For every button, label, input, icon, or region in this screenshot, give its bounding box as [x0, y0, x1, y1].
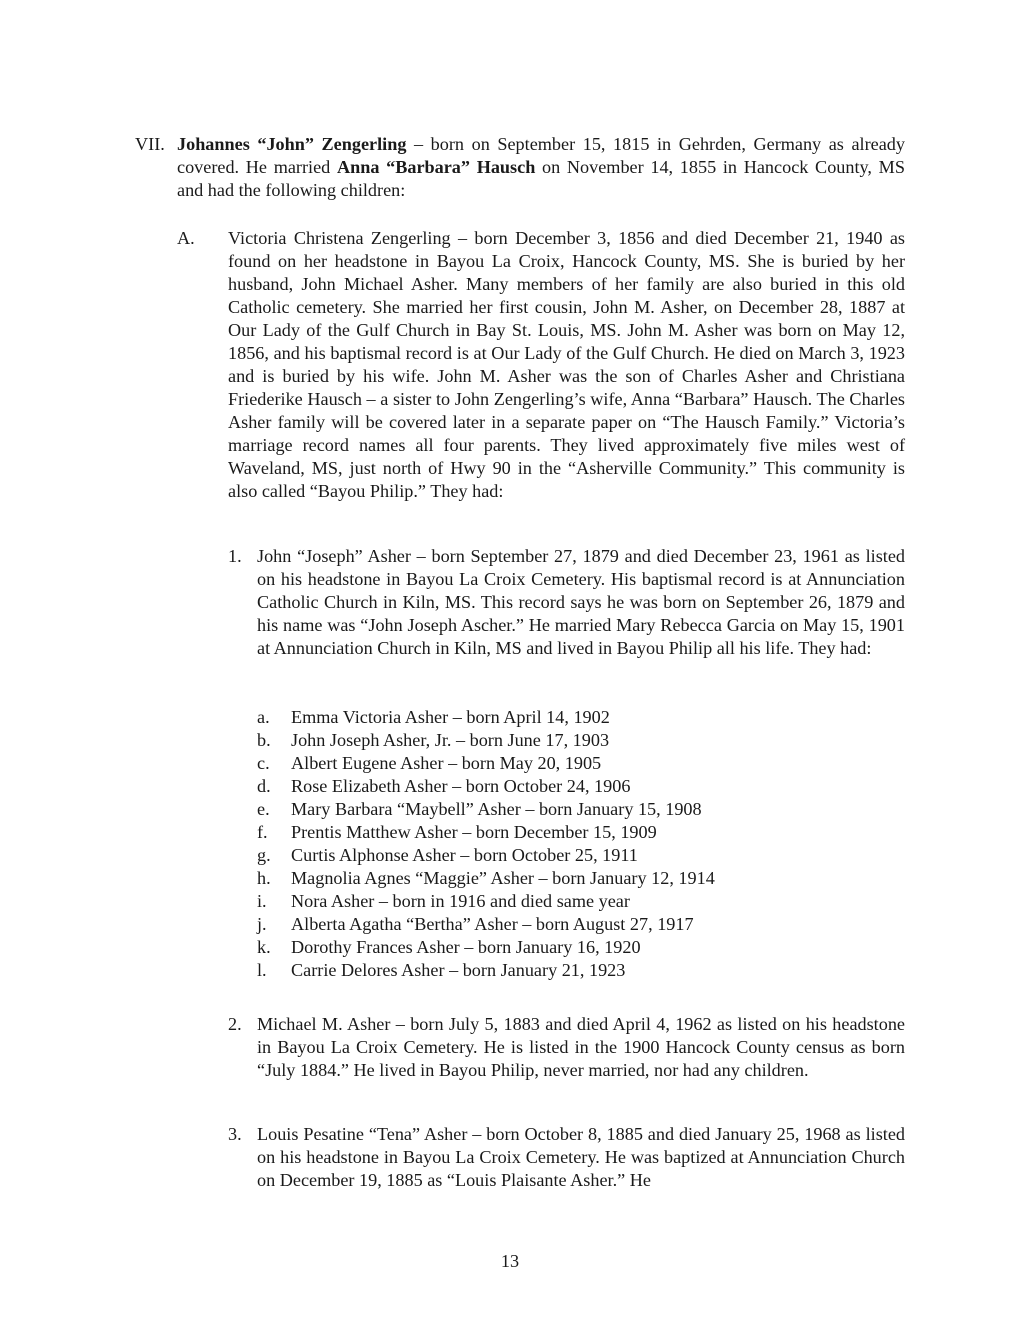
- list-text: Albert Eugene Asher – born May 20, 1905: [291, 753, 602, 773]
- list-letter: a.: [257, 707, 270, 727]
- list-letter: d.: [257, 776, 271, 796]
- page-number: 13: [500, 1251, 520, 1271]
- list-text: Magnolia Agnes “Maggie” Asher – born January 12, 1914: [291, 868, 715, 888]
- list-letter: k.: [257, 937, 271, 957]
- list-text: Carrie Delores Asher – born January 21, 1923: [291, 960, 626, 980]
- list-letter: f.: [257, 822, 268, 842]
- list-letter: c.: [257, 753, 270, 773]
- person-name: Johannes “John” Zengerling: [177, 134, 407, 154]
- list-text: Rose Elizabeth Asher – born October 24, 1906: [291, 776, 631, 796]
- child-number: 1.: [228, 546, 242, 566]
- child-entry-2: [228, 1013, 905, 1082]
- section-text-1: – born on September 15, 1815 in Gehrden, Germany as already covered. He married: [177, 134, 905, 177]
- list-letter: l.: [257, 960, 267, 980]
- list-letter: g.: [257, 845, 271, 865]
- section-vii: [135, 133, 905, 202]
- child-entry-1: [228, 545, 905, 660]
- list-text: Prentis Matthew Asher – born December 15, 1909: [291, 822, 657, 842]
- child-number: 2.: [228, 1014, 242, 1034]
- subsection-a: [177, 227, 905, 503]
- list-text: Mary Barbara “Maybell” Asher – born January 15, 1908: [291, 799, 702, 819]
- list-text: Curtis Alphonse Asher – born October 25, 1911: [291, 845, 638, 865]
- child-paragraph: Michael M. Asher – born July 5, 1883 and died April 4, 1962 as listed on his headstone in Bayou La Croix Cemetery. He is listed in the 1900 Hancock County census as born “July 1884.” He lived in Bayou Philip, never married, nor had any children.: [257, 1014, 905, 1080]
- list-letter: e.: [257, 799, 270, 819]
- list-text: John Joseph Asher, Jr. – born June 17, 1903: [291, 730, 610, 750]
- subsection-letter: A.: [177, 228, 195, 248]
- list-text: Emma Victoria Asher – born April 14, 1902: [291, 707, 610, 727]
- list-text: Alberta Agatha “Bertha” Asher – born August 27, 1917: [291, 914, 694, 934]
- list-letter: b.: [257, 730, 271, 750]
- child-paragraph: John “Joseph” Asher – born September 27, 1879 and died December 23, 1961 as listed on his headstone in Bayou La Croix Cemetery. His baptismal record is at Annunciation Catholic Church in Kiln, MS. This record says he was born on September 26, 1879 and his name was “John Joseph Ascher.” He married Mary Rebecca Garcia on May 15, 1901 at Annunciation Church in Kiln, MS and lived in Bayou Philip all his life. They had:: [257, 546, 905, 658]
- subsection-paragraph: Victoria Christena Zengerling – born December 3, 1856 and died December 21, 1940 as found on her headstone in Bayou La Croix, Hancock County, MS. She is buried by her husband, John Michael Asher. Many members of her family are also buried in this old Catholic cemetery. She married her first cousin, John M. Asher, on December 28, 1887 at Our Lady of the Gulf Church in Bay St. Louis, MS. John M. Asher was born on May 12, 1856, and his baptismal record is at Our Lady of the Gulf Church. He died on March 3, 1923 and is buried by his wife. John M. Asher was the son of Charles Asher and Christiana Friederike Hausch – a sister to John Zengerling’s wife, Anna “Barbara” Hausch. The Charles Asher family will be covered later in a separate paper on “The Hausch Family.” Victoria’s marriage record names all four parents. They lived approximately five miles west of Waveland, MS, just north of Hwy 90 in the “Asherville Community.” This community is also called “Bayou Philip.” They had:: [228, 228, 905, 501]
- list-letter: j.: [257, 914, 267, 934]
- child-number: 3.: [228, 1124, 242, 1144]
- list-letter: i.: [257, 891, 267, 911]
- list-letter: h.: [257, 868, 271, 888]
- list-text: Nora Asher – born in 1916 and died same year: [291, 891, 630, 911]
- section-paragraph: [177, 133, 905, 202]
- section-numeral: VII.: [135, 134, 165, 154]
- list-text: Dorothy Frances Asher – born January 16, 1920: [291, 937, 641, 957]
- section-text-2: on November 14, 1855 in Hancock County, MS and had the following children:: [177, 157, 905, 200]
- child-entry-3: [228, 1123, 905, 1192]
- spouse-name: Anna “Barbara” Hausch: [336, 157, 536, 177]
- child-paragraph: Louis Pesatine “Tena” Asher – born October 8, 1885 and died January 25, 1968 as listed on his headstone in Bayou La Croix Cemetery. He was baptized at Annunciation Church on December 19, 1885 as “Louis Plaisante Asher.” He: [257, 1124, 905, 1190]
